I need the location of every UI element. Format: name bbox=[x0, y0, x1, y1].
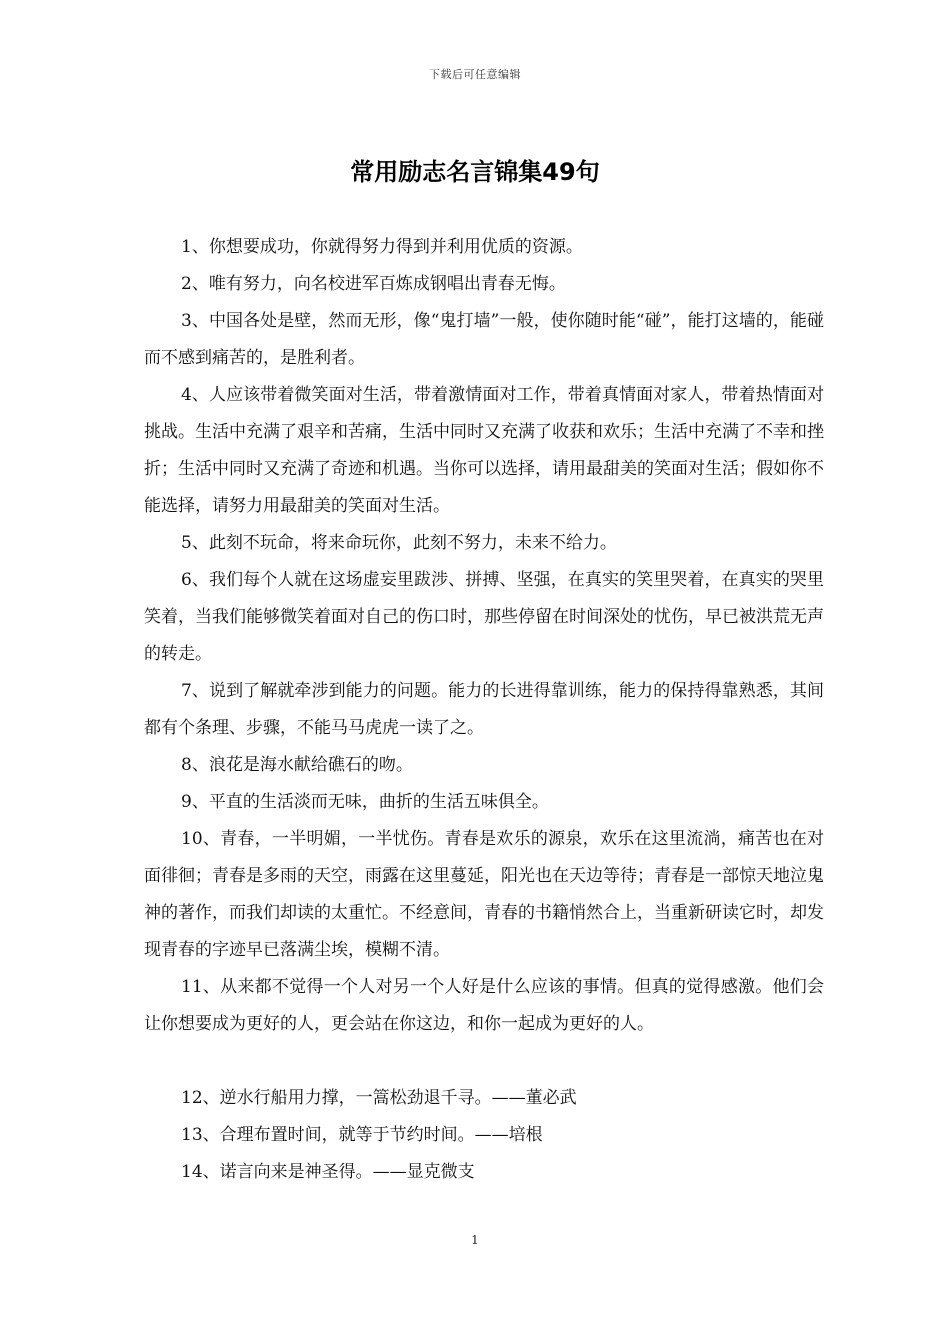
paragraph-4: 4、人应该带着微笑面对生活，带着激情面对工作，带着真情面对家人，带着热情面对挑战。生活中充满了艰辛和苦痛，生活中同时又充满了收获和欢乐；生活中充满了不幸和挫折；生活中同时又充满了奇迹和机遇。当你可以选择，请用最甜美的笑面对生活；假如你不能选择，请努力用最甜美的笑面对生活。 bbox=[144, 385, 824, 516]
paragraph-2: 2、唯有努力，向名校进军百炼成钢唱出青春无悔。 bbox=[181, 274, 566, 294]
document-body bbox=[144, 229, 824, 1191]
paragraph-3: 3、中国各处是壁，然而无形，像“鬼打墙”一般，使你随时能“碰”，能打这墙的，能碰而不感到痛苦的，是胜利者。 bbox=[144, 311, 824, 368]
blank-line bbox=[144, 1043, 824, 1080]
paragraph-1: 1、你想要成功，你就得努力得到并利用优质的资源。 bbox=[181, 237, 583, 257]
paragraph-10: 10、青春，一半明媚，一半忧伤。青春是欢乐的源泉，欢乐在这里流淌，痛苦也在对面徘徊；青春是多雨的天空，雨露在这里蔓延，阳光也在天边等待；青春是一部惊天地泣鬼神的著作，而我们却读的太重忙。不经意间，青春的书籍悄然合上，当重新研读它时，却发现青春的字迹早已落满尘埃，模糊不清。 bbox=[144, 829, 824, 960]
paragraph-11: 11、从来都不觉得一个人对另一个人好是什么应该的事情。但真的觉得感激。他们会让你想要成为更好的人，更会站在你这边，和你一起成为更好的人。 bbox=[144, 977, 824, 1034]
quote-13: 13、合理布置时间，就等于节约时间。——培根 bbox=[181, 1125, 543, 1145]
quote-14: 14、诺言向来是神圣得。——显克微支 bbox=[181, 1162, 475, 1182]
paragraph-5: 5、此刻不玩命，将来命玩你，此刻不努力，未来不给力。 bbox=[181, 533, 617, 553]
paragraph-6: 6、我们每个人就在这场虚妄里跋涉、拼搏、坚强，在真实的笑里哭着，在真实的哭里笑着，当我们能够微笑着面对自己的伤口时，那些停留在时间深处的忧伤，早已被洪荒无声的转走。 bbox=[144, 570, 824, 664]
paragraph-9: 9、平直的生活淡而无味，曲折的生活五味俱全。 bbox=[181, 792, 549, 812]
page-number: 1 bbox=[471, 1233, 479, 1247]
paragraph-8: 8、浪花是海水献给礁石的吻。 bbox=[181, 755, 413, 775]
paragraph-7: 7、说到了解就牵涉到能力的问题。能力的长进得靠训练，能力的保持得靠熟悉，其间都有个条理、步骤，不能马马虎虎一读了之。 bbox=[144, 681, 824, 738]
document-title: 常用励志名言锦集49句 bbox=[350, 158, 600, 186]
quote-12: 12、逆水行船用力撑，一篙松劲退千寻。——董必武 bbox=[181, 1088, 577, 1108]
page-header: 下载后可任意编辑 bbox=[429, 68, 521, 81]
